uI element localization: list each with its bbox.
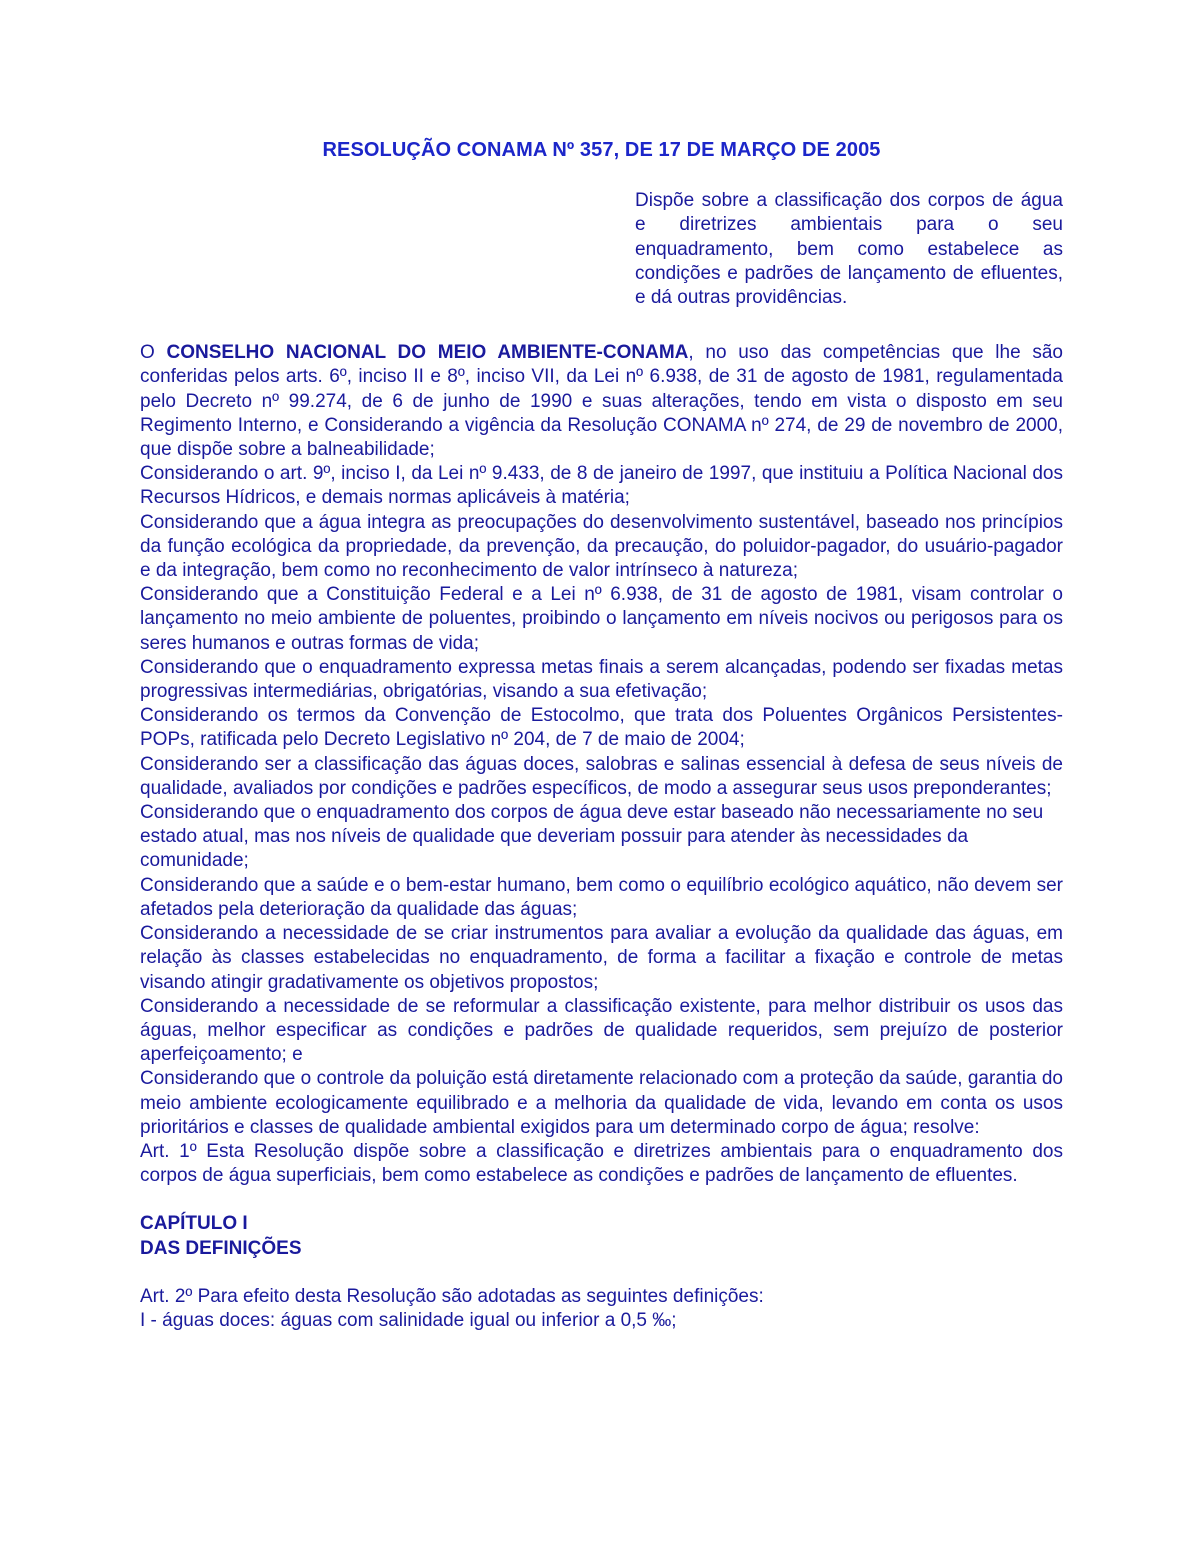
preamble-text: , no uso das competências que lhe são conferidas pelos arts. 6º, inciso II e 8º, inciso VII, da Lei nº 6.938, de 31 de agosto de 1981, regulamentada pelo Decreto nº 99.274, de 6 de junho de 1990 e suas alterações, tendo em vista o disposto em seu Regimento Interno, e Considerando a vigência da Resolução CONAMA nº 274, de 29 de novembro de 2000, que dispõe sobre a balneabilidade;	[140, 342, 1063, 461]
document-page	[140, 138, 1063, 1333]
considerando-10: Considerando a necessidade de se reformular a classificação existente, para melhor distribuir os usos das águas, melhor especificar as condições e padrões de qualidade requeridos, sem prejuízo de posterior aperfeiçoamento; e	[140, 995, 1063, 1066]
considerando-6: Considerando ser a classificação das águas doces, salobras e salinas essencial à defesa de seus níveis de qualidade, avaliados por condições e padrões específicos, de modo a assegurar seus usos preponderantes;	[140, 753, 1063, 799]
considerando-4: Considerando que o enquadramento expressa metas finais a serem alcançadas, podendo ser fixadas metas progressivas intermediárias, obrigatórias, visando a sua efetivação;	[140, 656, 1063, 703]
preamble-prefix: O	[140, 342, 167, 364]
considerando-1: Considerando o art. 9º, inciso I, da Lei nº 9.433, de 8 de janeiro de 1997, que instituiu a Política Nacional dos Recursos Hídricos, e demais normas aplicáveis à matéria;	[140, 463, 1063, 509]
considerando-5: Considerando os termos da Convenção de Estocolmo, que trata dos Poluentes Orgânicos Persistentes-POPs, ratificada pelo Decreto Legislativo nº 204, de 7 de maio de 2004;	[140, 705, 1063, 751]
chapter-number: CAPÍTULO I	[140, 1213, 248, 1235]
considerando-8: Considerando que a saúde e o bem-estar humano, bem como o equilíbrio ecológico aquático, não devem ser afetados pela deterioração da qualidade das águas;	[140, 874, 1063, 920]
considerando-2: Considerando que a água integra as preocupações do desenvolvimento sustentável, baseado nos princípios da função ecológica da propriedade, da prevenção, da precaução, do poluidor-pagador, do usuário-pagador e da integração, bem como no reconhecimento de valor intrínseco à natureza;	[140, 511, 1063, 582]
considerando-9: Considerando a necessidade de se criar instrumentos para avaliar a evolução da qualidade das águas, em relação às classes estabelecidas no enquadramento, de forma a facilitar a fixação e controle de metas visando atingir gradativamente os objetivos propostos;	[140, 923, 1063, 993]
chapter-title: DAS DEFINIÇÕES	[140, 1237, 302, 1259]
preamble-paragraph	[140, 341, 1063, 462]
considerando-3: Considerando que a Constituição Federal e a Lei nº 6.938, de 31 de agosto de 1981, visam controlar o lançamento no meio ambiente de poluentes, proibindo o lançamento em níveis nocivos ou perigosos para os seres humanos e outras formas de vida;	[140, 584, 1063, 654]
chapter-heading	[140, 1212, 1063, 1260]
council-name: CONSELHO NACIONAL DO MEIO AMBIENTE-CONAMA	[166, 342, 689, 364]
ementa: Dispõe sobre a classificação dos corpos de água e diretrizes ambientais para o seu enquadramento, bem como estabelece as condições e padrões de lançamento de efluentes, e dá outras providências.	[635, 190, 1063, 309]
article-2: Art. 2º Para efeito desta Resolução são adotadas as seguintes definições:	[140, 1285, 764, 1307]
document-title: RESOLUÇÃO CONAMA Nº 357, DE 17 DE MARÇO DE 2005	[322, 139, 881, 161]
considerando-7: Considerando que o enquadramento dos corpos de água deve estar baseado não necessariamente no seu estado atual, mas nos níveis de qualidade que deveriam possuir para atender às necessidades da comunidade;	[140, 802, 1044, 872]
article-1: Art. 1º Esta Resolução dispõe sobre a classificação e diretrizes ambientais para o enquadramento dos corpos de água superficiais, bem como estabelece as condições e padrões de lançamento de efluentes.	[140, 1140, 1063, 1187]
inciso-1: I - águas doces: águas com salinidade igual ou inferior a 0,5 ‰;	[140, 1309, 677, 1331]
considerando-11: Considerando que o controle da poluição está diretamente relacionado com a proteção da saúde, garantia do meio ambiente ecologicamente equilibrado e a melhoria da qualidade de vida, levando em conta os usos prioritários e classes de qualidade ambiental exigidos para um determinado corpo de água; resolve:	[140, 1068, 1063, 1138]
